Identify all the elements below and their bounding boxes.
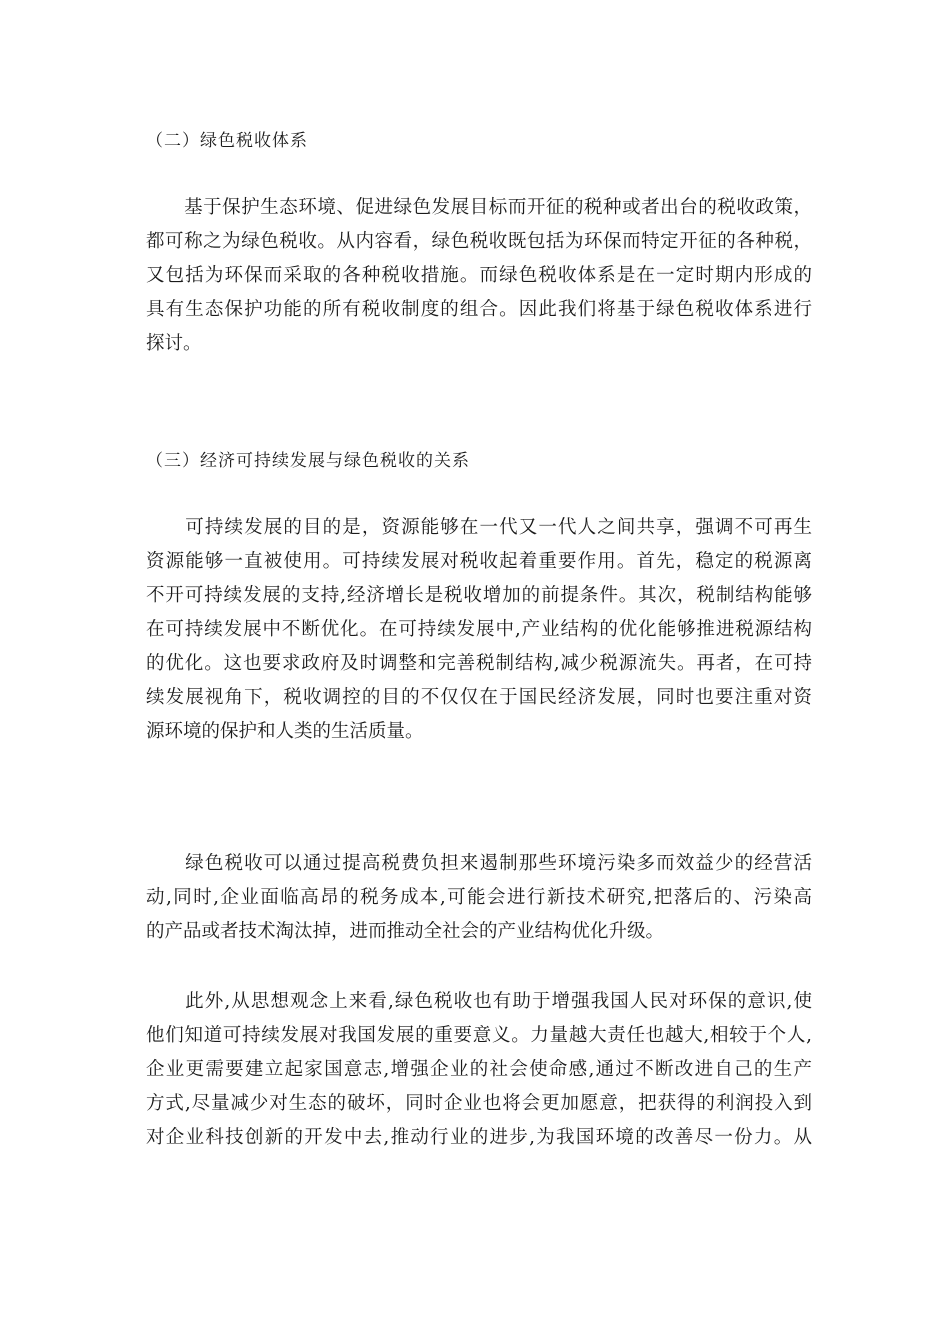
text-line: 探讨。: [146, 333, 202, 354]
text-line: 基于保护生态环境、促进绿色发展目标而开征的税种或者出台的税收政策，: [146, 197, 812, 218]
text-line: 的产品或者技术淘汰掉，进而推动全社会的产业结构优化升级。: [146, 921, 665, 942]
text-line: 企业更需要建立起家国意志,增强企业的社会使命感,通过不断改进自己的生产: [146, 1059, 812, 1080]
text-line: 他们知道可持续发展对我国发展的重要意义。力量越大责任也越大,相较于个人,: [146, 1025, 812, 1046]
text-line: 又包括为环保而采取的各种税收措施。而绿色税收体系是在一定时期内形成的: [146, 265, 812, 286]
text-line: 可持续发展的目的是，资源能够在一代又一代人之间共享，强调不可再生: [146, 517, 812, 538]
text-line: 续发展视角下，税收调控的目的不仅仅在于国民经济发展，同时也要注重对资: [146, 687, 812, 708]
text-line: 绿色税收可以通过提高税费负担来遏制那些环境污染多而效益少的经营活: [146, 853, 812, 874]
paragraph-sustainable-development: [146, 511, 812, 749]
text-line: 此外,从思想观念上来看,绿色税收也有助于增强我国人民对环保的意识,使: [146, 991, 812, 1012]
text-line: 资源能够一直被使用。可持续发展对税收起着重要作用。首先，稳定的税源离: [146, 551, 812, 572]
section-heading-green-tax-system: （二）绿色税收体系: [146, 131, 308, 151]
text-line: 源环境的保护和人类的生活质量。: [146, 721, 424, 742]
text-line: 不开可持续发展的支持,经济增长是税收增加的前提条件。其次，税制结构能够: [146, 585, 812, 606]
text-line: 方式,尽量减少对生态的破坏，同时企业也将会更加愿意，把获得的利润投入到: [146, 1093, 812, 1114]
text-line: 具有生态保护功能的所有税收制度的组合。因此我们将基于绿色税收体系进行: [146, 299, 812, 320]
text-line: 都可称之为绿色税收。从内容看，绿色税收既包括为环保而特定开征的各种税，: [146, 231, 812, 252]
text-line: 对企业科技创新的开发中去,推动行业的进步,为我国环境的改善尽一份力。从: [146, 1127, 812, 1148]
paragraph-green-tax-effects: [146, 847, 812, 949]
text-line: 动,同时,企业面临高昂的税务成本,可能会进行新技术研究,把落后的、污染高: [146, 887, 812, 908]
paragraph-green-tax-definition: [146, 191, 812, 361]
text-line: 的优化。这也要求政府及时调整和完善税制结构,减少税源流失。再者，在可持: [146, 653, 812, 674]
paragraph-environmental-awareness: [146, 985, 812, 1155]
text-line: 在可持续发展中不断优化。在可持续发展中,产业结构的优化能够推进税源结构: [146, 619, 812, 640]
section-heading-sustainable-relation: （三）经济可持续发展与绿色税收的关系: [146, 451, 470, 471]
